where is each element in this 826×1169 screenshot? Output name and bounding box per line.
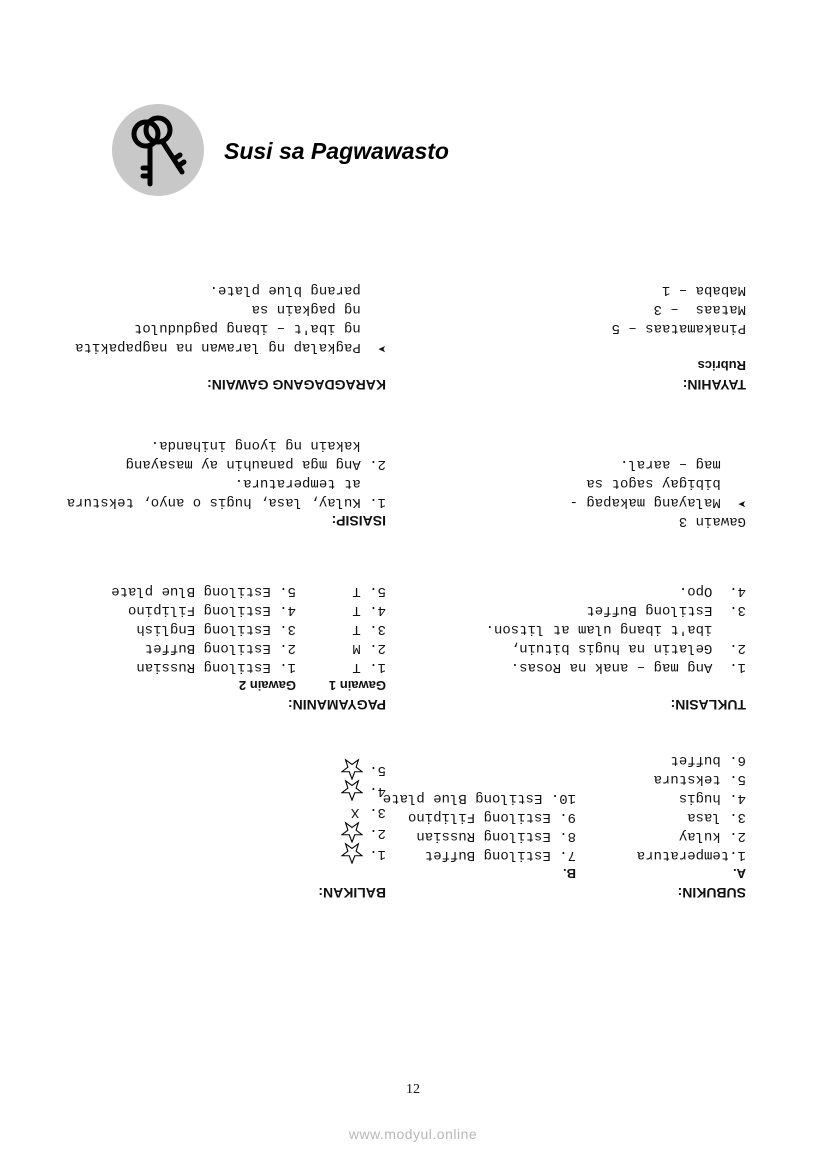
list-item: Mababa – 1 [661, 282, 746, 298]
list-item: 3. T [352, 621, 386, 637]
list-item: 4. hugis [678, 790, 746, 806]
item-number: 2. [369, 825, 386, 841]
list-item: 2. kulay [678, 828, 746, 844]
star-icon [341, 780, 363, 802]
list-item: 8. Estilong Russian [416, 828, 576, 844]
karagdagang-gawain-section [75, 280, 386, 394]
page-number: 12 [406, 1082, 420, 1097]
list-item: 9. Estilong Filipino [407, 809, 576, 825]
part-a-label: A. [733, 866, 746, 881]
item-number: 3. [369, 804, 386, 820]
watermark: www.modyul.online [348, 1126, 478, 1142]
list-item: Mataas – 3 [653, 301, 746, 317]
subukin-part-b [382, 750, 576, 883]
list-item: 4. Estilong Filipino [127, 602, 296, 618]
list-item: 2. Ang mga panauhin ay masayang [125, 456, 386, 472]
part-b-label: B. [563, 866, 576, 881]
list-item: 1. Ang mag – anak na Rosas. [510, 659, 746, 675]
gawain1-label: Gawain 1 [328, 678, 386, 693]
list-item: ng pagkain sa [251, 301, 386, 317]
list-item: 1. Kulay, lasa, hugis o anyo, tekstura [66, 494, 386, 510]
pagyamanin-heading: PAGYAMANIN: [287, 697, 386, 713]
answer-key-upside-down [66, 262, 746, 902]
list-item: 2. M [352, 640, 386, 656]
item-number: 1. [369, 846, 386, 862]
tuklasin-heading: TUKLASIN: [670, 697, 746, 713]
karagdagang-gawain-heading: KARAGDAGANG GAWAIN: [207, 377, 386, 393]
list-item: kakain ng iyong inihanda. [150, 437, 386, 453]
list-item: Pinakamataas – 5 [611, 320, 746, 336]
list-item: 5. T [352, 583, 386, 599]
page-header [112, 104, 532, 199]
gawain3-label: Gawain 3 [678, 513, 746, 529]
gawain2-label: Gawain 2 [238, 678, 296, 693]
subukin-section [382, 750, 746, 902]
subukin-part-a [576, 750, 746, 883]
list-item: ➤ Pagkalap ng larawan na nagpapakita [75, 339, 386, 355]
tayahin-heading: TAYAHIN: [682, 377, 746, 393]
list-item: 6. buffet [670, 752, 746, 768]
list-item: 1. Estilong Russian [136, 659, 296, 675]
list-item: parang blue plate. [209, 282, 386, 298]
keys-icon [112, 104, 204, 196]
list-item [96, 759, 386, 780]
item-number: 4. [369, 783, 386, 799]
page-title: Susi sa Pagwawasto [224, 138, 449, 164]
list-item: 1. T [352, 659, 386, 675]
list-item [96, 801, 386, 822]
balikan-section [96, 759, 386, 902]
list-item: 3. Estilong English [136, 621, 296, 637]
list-item: 4. T [352, 602, 386, 618]
list-item: 2. Gelatin na hugis bituin, [510, 640, 746, 656]
gawain3-section [406, 454, 746, 530]
subukin-heading: SUBUKIN: [677, 885, 746, 901]
list-item [96, 843, 386, 864]
isaisip-section [66, 435, 386, 530]
list-item: 2. Estilong Buffet [144, 640, 296, 656]
star-icon [341, 822, 363, 844]
list-item: mag – aaral. [619, 456, 746, 472]
list-item: 3. Estilong Buffet [586, 602, 746, 618]
subukin-parts [382, 750, 746, 883]
item-number: 5. [369, 762, 386, 778]
list-item: 4. Opo. [678, 583, 746, 599]
pagyamanin-section [96, 581, 386, 714]
isaisip-heading: ISAISIP: [331, 513, 386, 529]
tuklasin-section [406, 581, 746, 714]
list-item [96, 822, 386, 843]
list-item: ng iba't – ibang pagdudulot [133, 320, 386, 336]
list-item: 10. Estilong Blue plate [382, 790, 576, 806]
x-mark: X [350, 804, 360, 820]
star-icon [341, 759, 363, 781]
list-item: 3. lasa [687, 809, 746, 825]
gawain2-column [96, 581, 296, 695]
tayahin-section [406, 280, 746, 394]
pagyamanin-columns [96, 581, 386, 695]
star-icon [341, 843, 363, 865]
list-item: ➤ Malayang makapag - [569, 494, 746, 510]
balikan-heading: BALIKAN: [318, 885, 386, 901]
list-item: 5. tekstura [653, 771, 746, 787]
gawain1-column [296, 581, 386, 695]
list-item: bibigay sagot sa [586, 475, 746, 491]
list-item [96, 780, 386, 801]
list-item: 7. Estilong Buffet [424, 847, 576, 863]
list-item: at temperatura. [234, 475, 386, 491]
list-item: 1.temperatura [636, 847, 746, 863]
list-item: 5. Estilong Blue plate [111, 583, 296, 599]
rubrics-label: Rubrics [697, 358, 746, 373]
list-item: iba't ibang ulam at litson. [485, 621, 746, 637]
